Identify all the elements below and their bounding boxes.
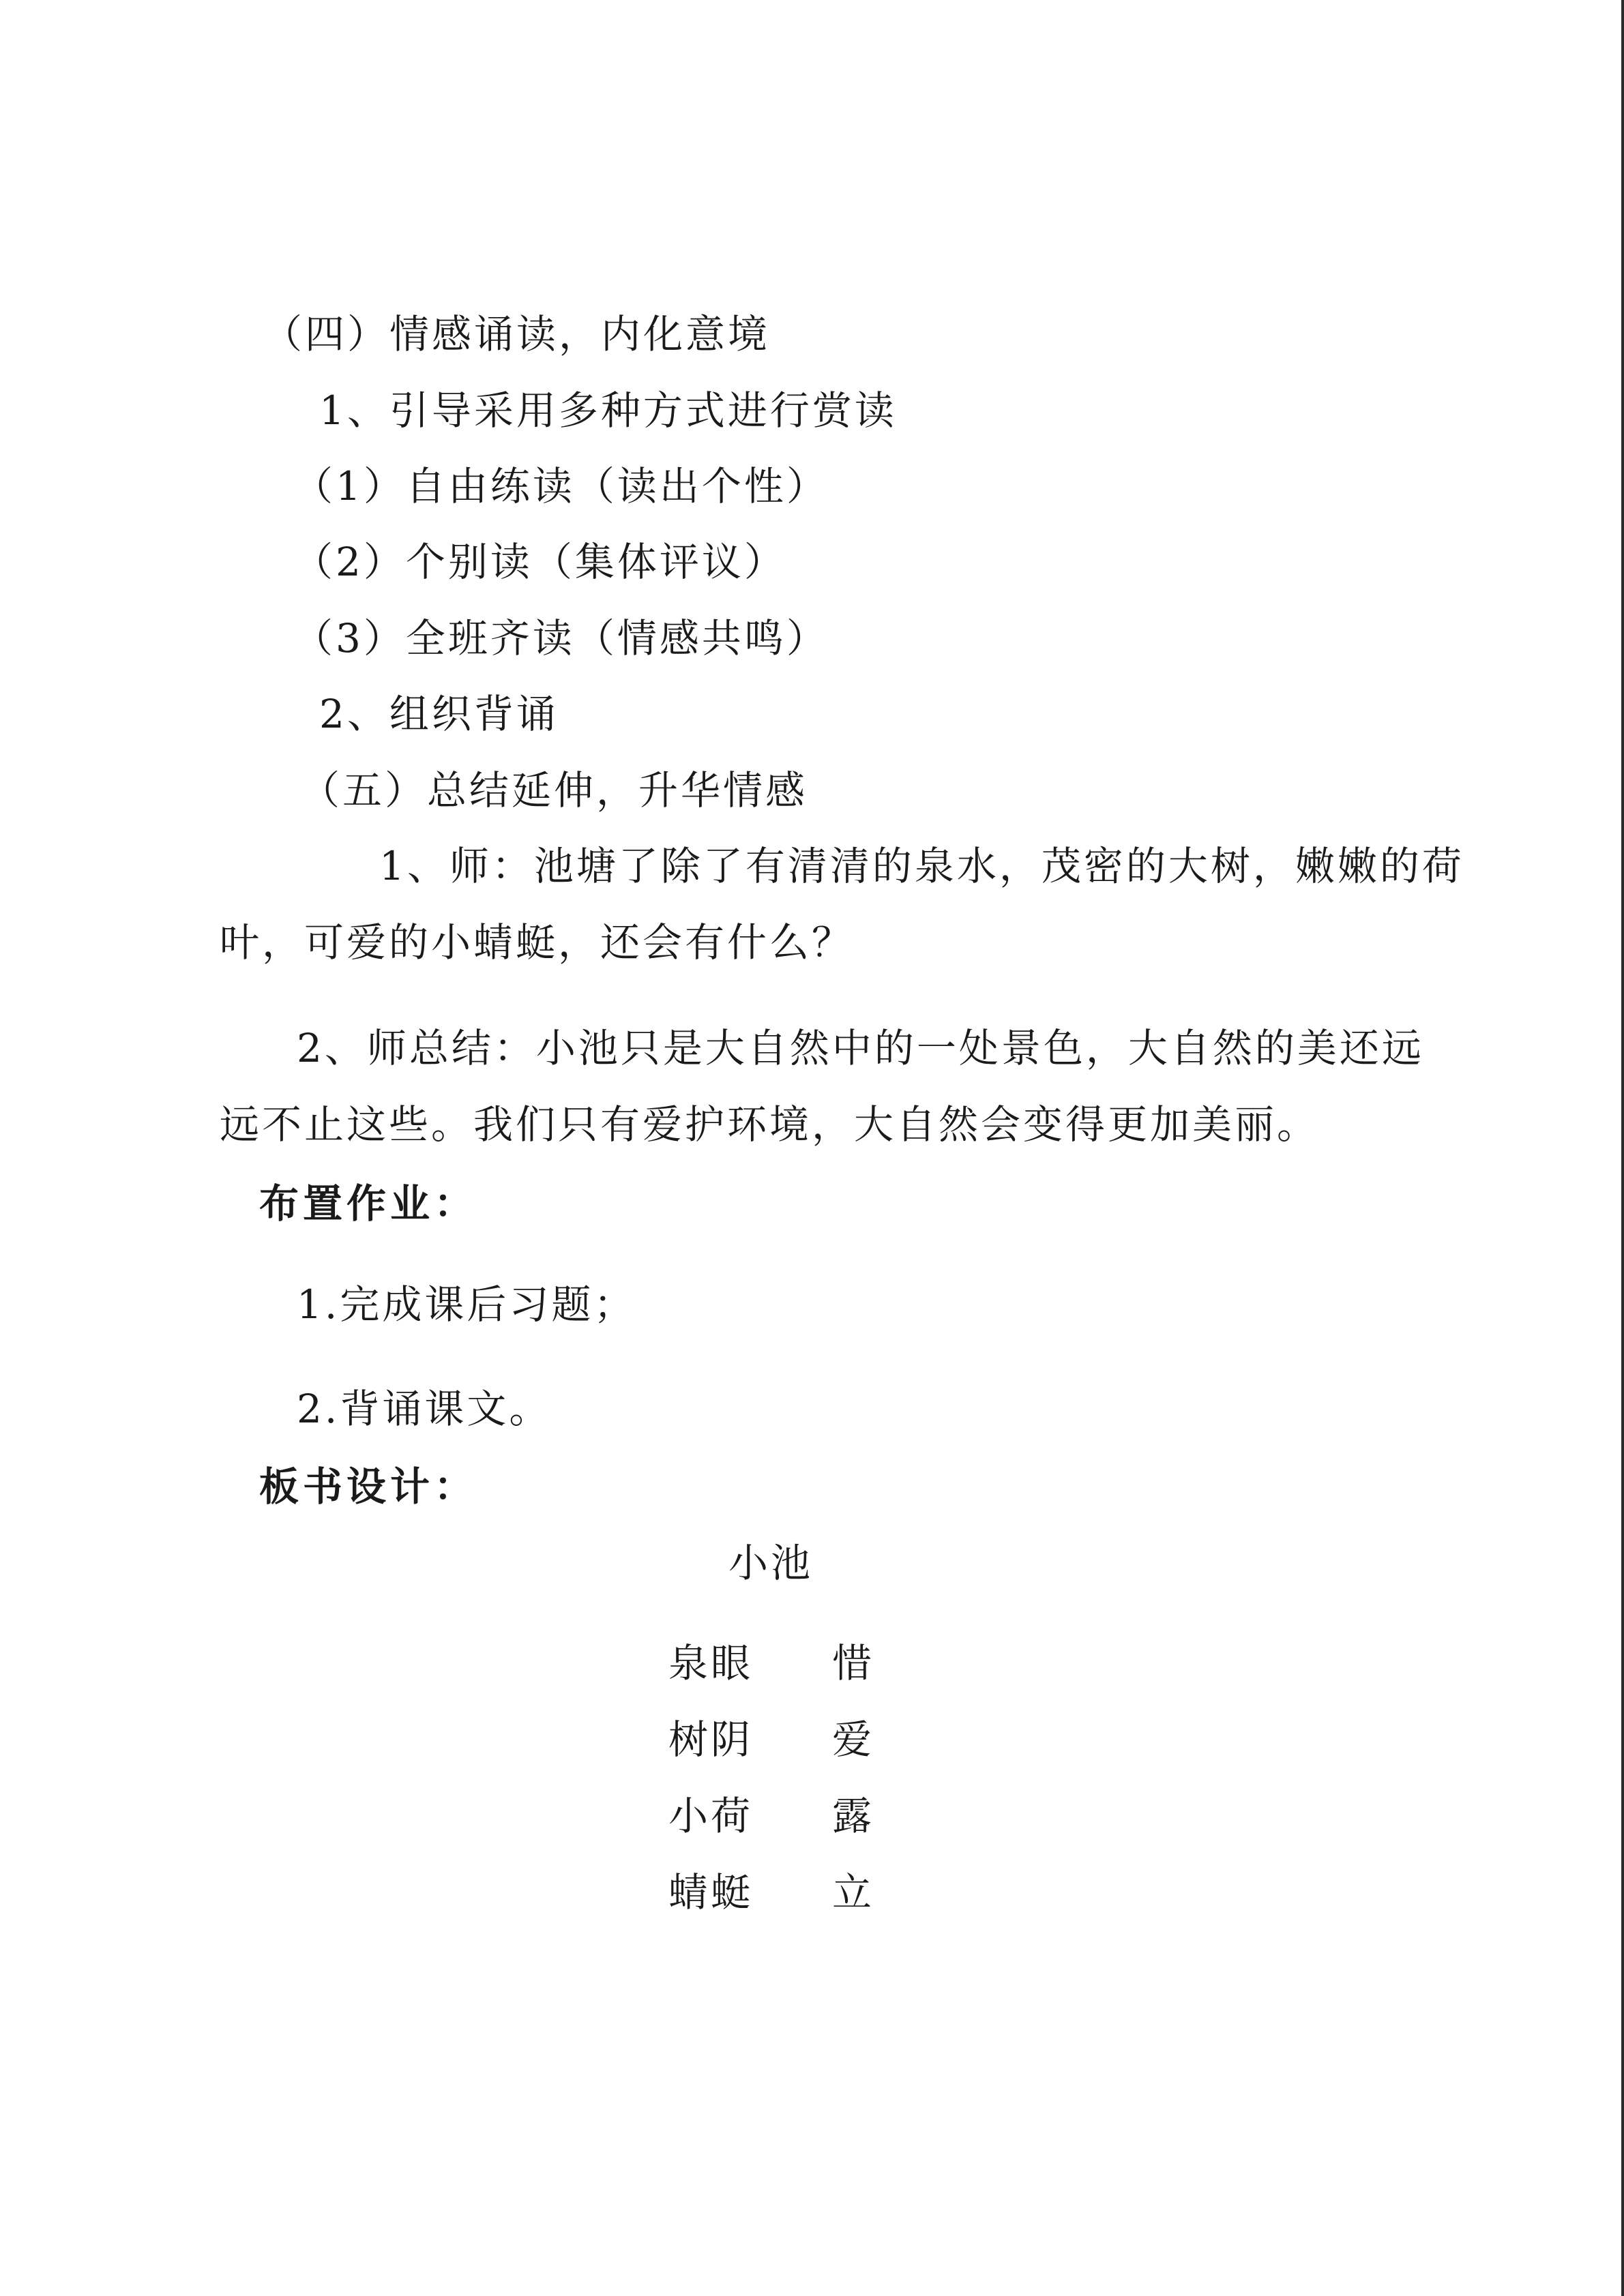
board-row-left: 树阴 <box>668 1716 754 1763</box>
section5-item1-line2: 叶，可爱的小蜻蜓，还会有什么？ <box>220 919 855 966</box>
board-row-left: 蜻蜓 <box>668 1869 754 1915</box>
board-title: 小池 <box>728 1540 813 1586</box>
homework-item1: 1.完成课后习题； <box>297 1281 636 1328</box>
section4-item2: 2、组织背诵 <box>319 691 559 737</box>
board-heading: 板书设计： <box>259 1463 478 1510</box>
section5-item1-line1: 1、师：池塘了除了有清清的泉水，茂密的大树，嫩嫩的荷 <box>379 843 1464 889</box>
section5-item2-line2: 远不止这些。我们只有爱护环境，大自然会变得更加美丽。 <box>220 1101 1320 1148</box>
section5-item2-line1: 2、师总结：小池只是大自然中的一处景色，大自然的美还远 <box>297 1025 1424 1071</box>
section4-sub2: （2）个别读（集体评议） <box>293 539 786 585</box>
board-row-right: 惜 <box>832 1640 875 1686</box>
section4-sub1: （1）自由练读（读出个性） <box>293 463 829 509</box>
section5-heading: （五）总结延伸，升华情感 <box>300 767 808 814</box>
section4-item1: 1、引导采用多种方式进行赏读 <box>319 387 897 434</box>
homework-item2: 2.背诵课文。 <box>297 1386 552 1432</box>
board-row-right: 露 <box>832 1793 875 1839</box>
board-row-right: 立 <box>832 1869 875 1915</box>
board-row-right: 爱 <box>832 1716 875 1763</box>
page-edge <box>1621 0 1624 2296</box>
board-row-left: 泉眼 <box>668 1640 754 1686</box>
section4-sub3: （3）全班齐读（情感共鸣） <box>293 615 829 661</box>
section4-heading: （四）情感诵读，内化意境 <box>263 311 771 357</box>
homework-heading: 布置作业： <box>259 1180 478 1227</box>
board-row-left: 小荷 <box>668 1793 754 1839</box>
